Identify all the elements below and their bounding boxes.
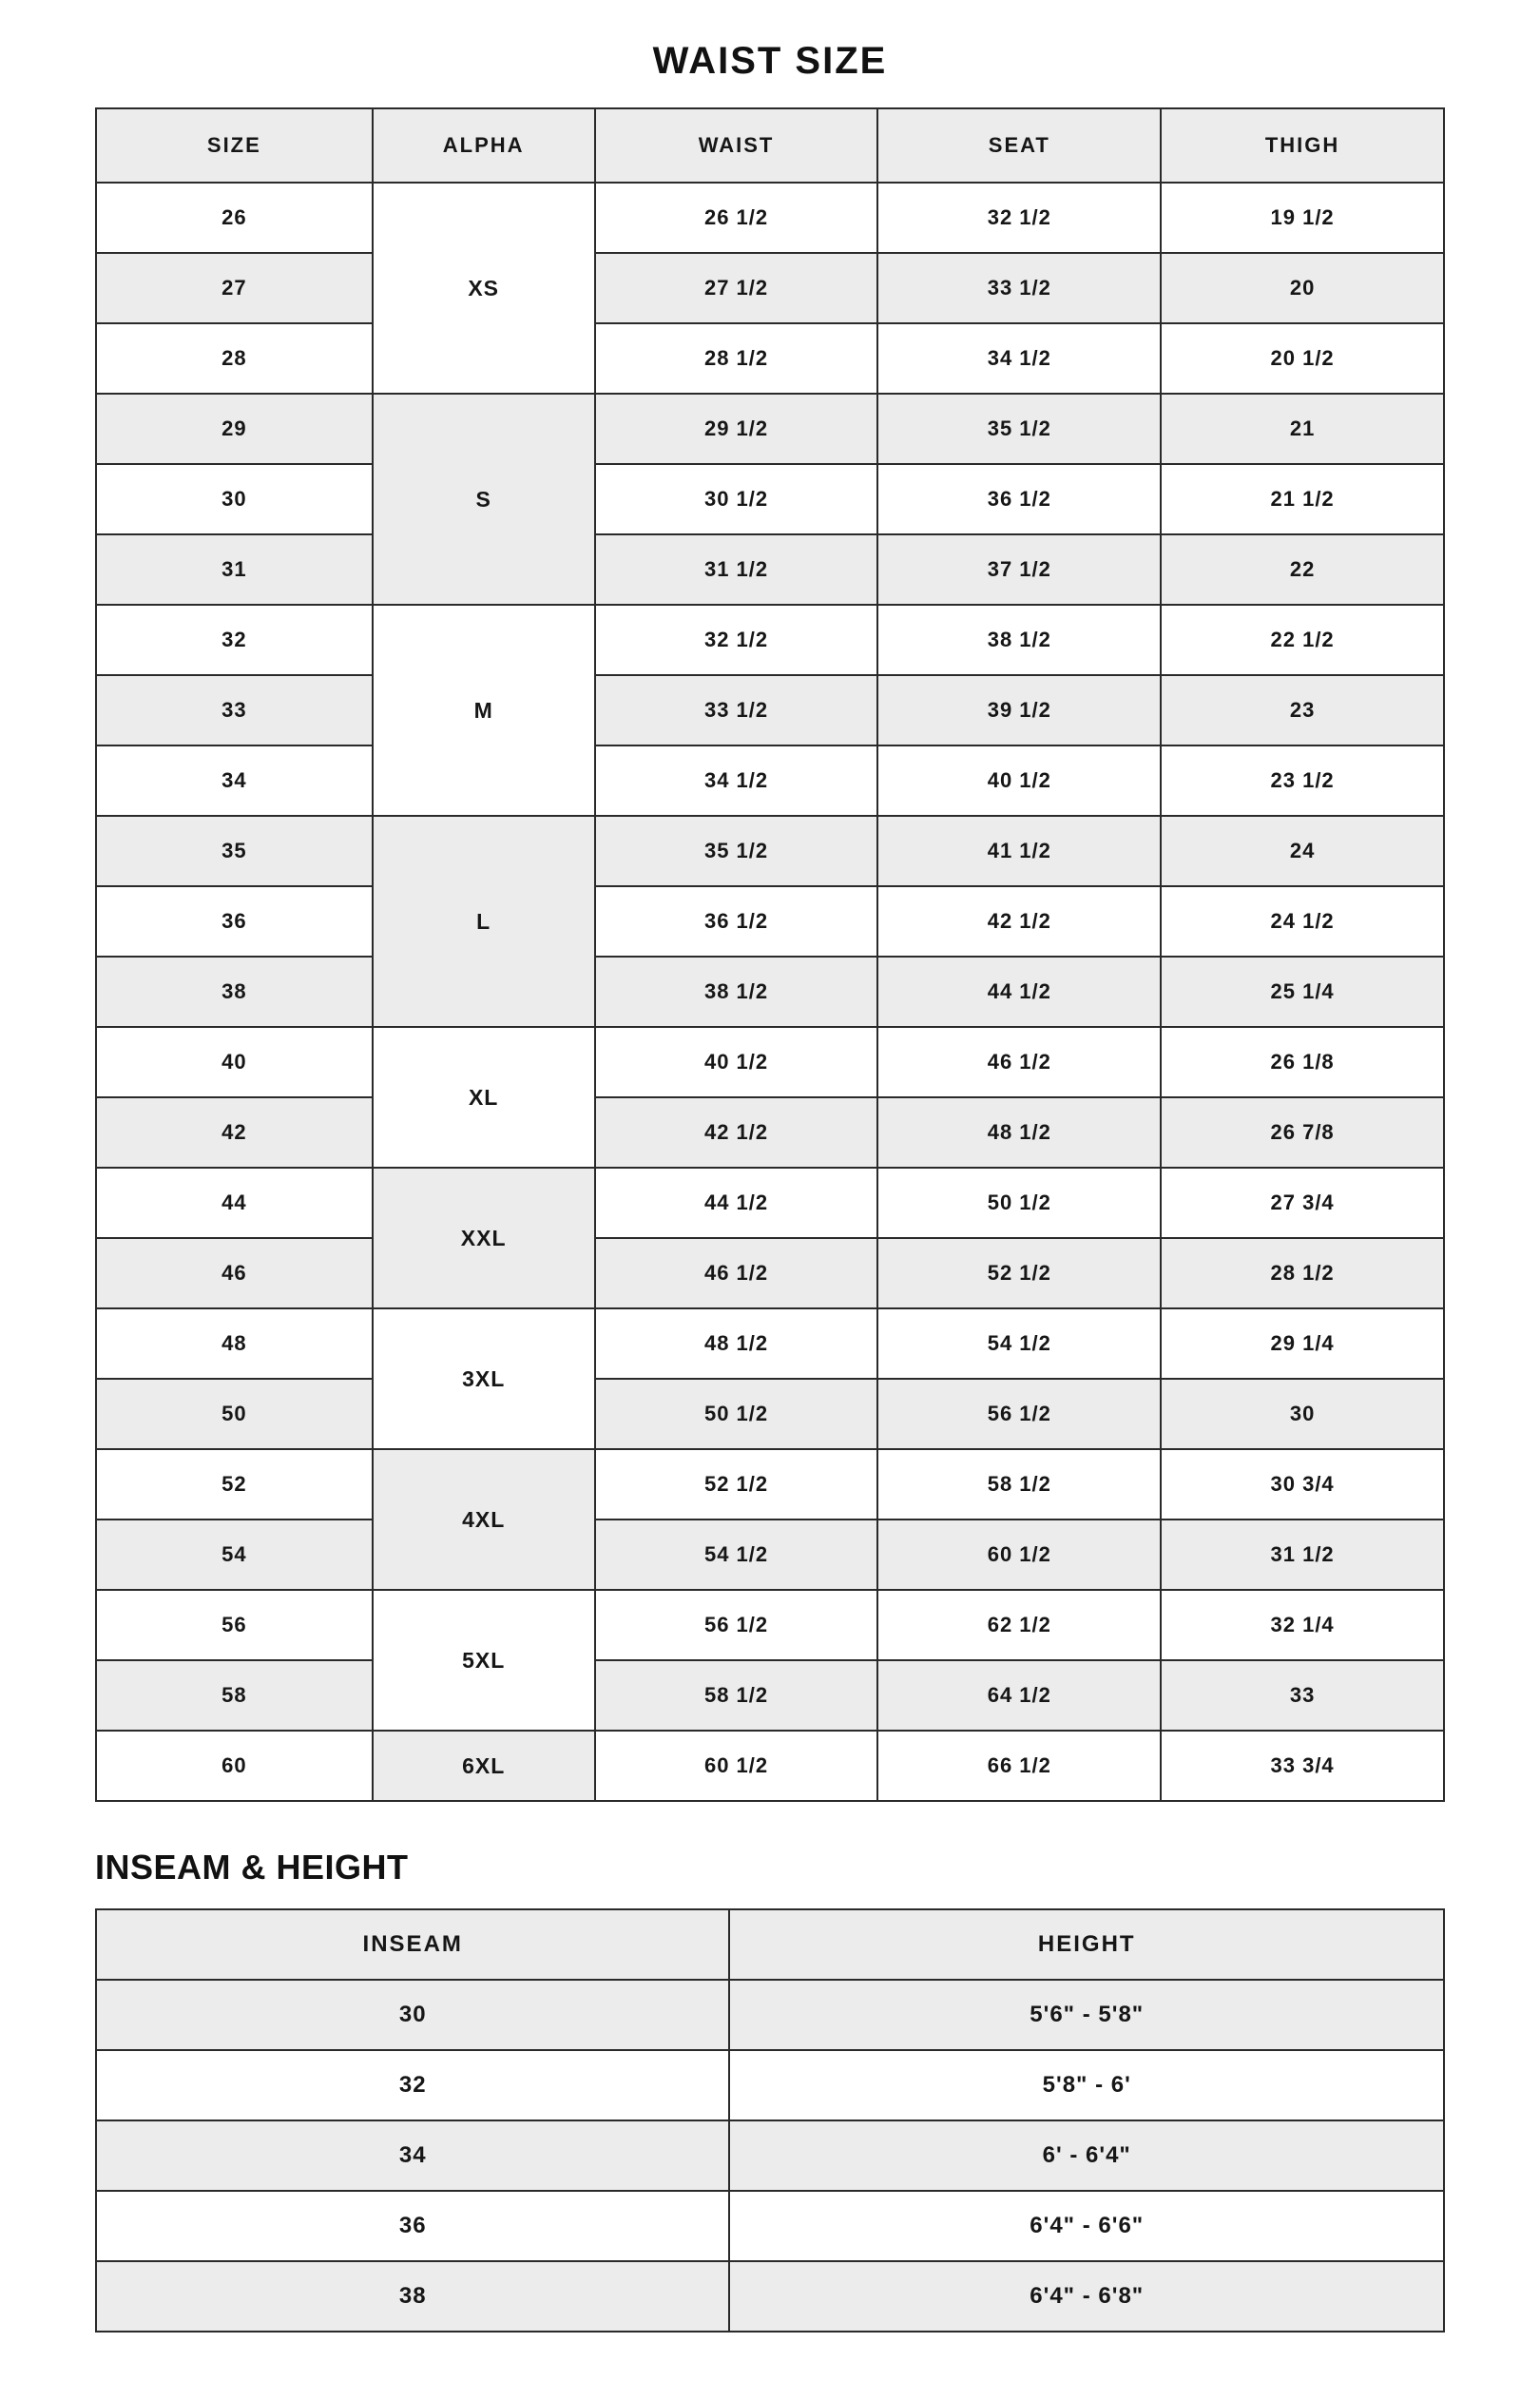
cell-size: 32 [96,605,373,675]
cell-size: 42 [96,1097,373,1168]
cell-size: 27 [96,253,373,323]
cell-thigh: 30 [1161,1379,1444,1449]
cell-size: 38 [96,957,373,1027]
cell-height: 6'4" - 6'8" [729,2261,1444,2332]
cell-thigh: 22 [1161,534,1444,605]
cell-waist: 32 1/2 [595,605,878,675]
cell-seat: 50 1/2 [877,1168,1161,1238]
page-title: WAIST SIZE [652,40,888,82]
cell-waist: 33 1/2 [595,675,878,745]
cell-seat: 32 1/2 [877,183,1161,253]
cell-waist: 35 1/2 [595,816,878,886]
cell-thigh: 27 3/4 [1161,1168,1444,1238]
inseam-height-table [95,1908,1445,2333]
cell-seat: 52 1/2 [877,1238,1161,1308]
cell-size: 36 [96,886,373,957]
column-header-waist: WAIST [595,108,878,183]
cell-alpha: 4XL [373,1449,595,1590]
cell-seat: 38 1/2 [877,605,1161,675]
cell-seat: 46 1/2 [877,1027,1161,1097]
cell-seat: 58 1/2 [877,1449,1161,1520]
table-row [96,675,1444,745]
cell-waist: 29 1/2 [595,394,878,464]
cell-seat: 41 1/2 [877,816,1161,886]
cell-alpha: 6XL [373,1731,595,1801]
cell-waist: 60 1/2 [595,1731,878,1801]
table-row [96,816,1444,886]
table-row [96,1590,1444,1660]
cell-seat: 37 1/2 [877,534,1161,605]
table-row [96,2050,1444,2120]
cell-inseam: 36 [96,2191,729,2261]
cell-waist: 58 1/2 [595,1660,878,1731]
cell-seat: 60 1/2 [877,1520,1161,1590]
cell-seat: 54 1/2 [877,1308,1161,1379]
cell-inseam: 32 [96,2050,729,2120]
cell-seat: 39 1/2 [877,675,1161,745]
cell-thigh: 23 1/2 [1161,745,1444,816]
table-row [96,323,1444,394]
cell-seat: 35 1/2 [877,394,1161,464]
cell-thigh: 28 1/2 [1161,1238,1444,1308]
cell-size: 28 [96,323,373,394]
table-row [96,183,1444,253]
cell-size: 30 [96,464,373,534]
table-header-row [96,1909,1444,1980]
cell-seat: 56 1/2 [877,1379,1161,1449]
cell-seat: 34 1/2 [877,323,1161,394]
cell-thigh: 20 1/2 [1161,323,1444,394]
table-row [96,605,1444,675]
cell-waist: 54 1/2 [595,1520,878,1590]
cell-thigh: 33 3/4 [1161,1731,1444,1801]
cell-thigh: 23 [1161,675,1444,745]
cell-size: 46 [96,1238,373,1308]
cell-size: 58 [96,1660,373,1731]
cell-size: 35 [96,816,373,886]
cell-size: 44 [96,1168,373,1238]
table-row [96,1097,1444,1168]
cell-thigh: 29 1/4 [1161,1308,1444,1379]
cell-waist: 36 1/2 [595,886,878,957]
inseam-height-title: INSEAM & HEIGHT [95,1848,409,1887]
cell-size: 56 [96,1590,373,1660]
cell-thigh: 26 1/8 [1161,1027,1444,1097]
table-row [96,1168,1444,1238]
cell-waist: 27 1/2 [595,253,878,323]
inseam-table-body [96,1980,1444,2332]
cell-thigh: 31 1/2 [1161,1520,1444,1590]
table-row [96,1731,1444,1801]
table-row [96,1308,1444,1379]
cell-alpha: 5XL [373,1590,595,1731]
cell-size: 52 [96,1449,373,1520]
cell-height: 5'8" - 6' [729,2050,1444,2120]
inseam-table-head [96,1909,1444,1980]
table-row [96,1379,1444,1449]
table-row [96,1660,1444,1731]
cell-waist: 34 1/2 [595,745,878,816]
cell-thigh: 19 1/2 [1161,183,1444,253]
table-row [96,464,1444,534]
cell-inseam: 38 [96,2261,729,2332]
cell-size: 50 [96,1379,373,1449]
cell-waist: 48 1/2 [595,1308,878,1379]
cell-thigh: 20 [1161,253,1444,323]
table-row [96,957,1444,1027]
waist-size-table [95,107,1445,1802]
cell-waist: 26 1/2 [595,183,878,253]
cell-thigh: 30 3/4 [1161,1449,1444,1520]
column-header-size: SIZE [96,108,373,183]
cell-thigh: 32 1/4 [1161,1590,1444,1660]
cell-size: 34 [96,745,373,816]
table-row [96,1027,1444,1097]
cell-alpha: XL [373,1027,595,1168]
cell-height: 5'6" - 5'8" [729,1980,1444,2050]
cell-alpha: S [373,394,595,605]
cell-waist: 46 1/2 [595,1238,878,1308]
column-header-inseam: INSEAM [96,1909,729,1980]
waist-table-head [96,108,1444,183]
inseam-height-section [95,1848,1445,2333]
table-row [96,1449,1444,1520]
cell-thigh: 22 1/2 [1161,605,1444,675]
cell-size: 29 [96,394,373,464]
column-header-height: HEIGHT [729,1909,1444,1980]
cell-thigh: 33 [1161,1660,1444,1731]
table-row [96,534,1444,605]
cell-thigh: 26 7/8 [1161,1097,1444,1168]
table-row [96,253,1444,323]
cell-alpha: L [373,816,595,1027]
cell-inseam: 34 [96,2120,729,2191]
table-row [96,1238,1444,1308]
cell-seat: 48 1/2 [877,1097,1161,1168]
cell-size: 48 [96,1308,373,1379]
cell-waist: 38 1/2 [595,957,878,1027]
table-row [96,745,1444,816]
cell-size: 31 [96,534,373,605]
table-header-row [96,108,1444,183]
cell-size: 60 [96,1731,373,1801]
cell-seat: 66 1/2 [877,1731,1161,1801]
cell-thigh: 25 1/4 [1161,957,1444,1027]
cell-thigh: 24 1/2 [1161,886,1444,957]
cell-thigh: 21 1/2 [1161,464,1444,534]
cell-alpha: 3XL [373,1308,595,1449]
cell-waist: 30 1/2 [595,464,878,534]
cell-size: 40 [96,1027,373,1097]
table-row [96,1980,1444,2050]
cell-waist: 42 1/2 [595,1097,878,1168]
cell-inseam: 30 [96,1980,729,2050]
cell-waist: 56 1/2 [595,1590,878,1660]
cell-waist: 50 1/2 [595,1379,878,1449]
cell-waist: 52 1/2 [595,1449,878,1520]
column-header-seat: SEAT [877,108,1161,183]
cell-seat: 64 1/2 [877,1660,1161,1731]
cell-height: 6'4" - 6'6" [729,2191,1444,2261]
cell-waist: 31 1/2 [595,534,878,605]
cell-height: 6' - 6'4" [729,2120,1444,2191]
table-row [96,2120,1444,2191]
cell-seat: 40 1/2 [877,745,1161,816]
cell-size: 26 [96,183,373,253]
table-row [96,2191,1444,2261]
column-header-thigh: THIGH [1161,108,1444,183]
cell-seat: 44 1/2 [877,957,1161,1027]
cell-thigh: 24 [1161,816,1444,886]
table-row [96,1520,1444,1590]
cell-waist: 40 1/2 [595,1027,878,1097]
table-row [96,2261,1444,2332]
table-row [96,886,1444,957]
cell-seat: 62 1/2 [877,1590,1161,1660]
waist-table-body [96,183,1444,1801]
column-header-alpha: ALPHA [373,108,595,183]
cell-alpha: XXL [373,1168,595,1308]
cell-size: 33 [96,675,373,745]
cell-thigh: 21 [1161,394,1444,464]
table-row [96,394,1444,464]
cell-alpha: XS [373,183,595,394]
cell-size: 54 [96,1520,373,1590]
cell-waist: 44 1/2 [595,1168,878,1238]
cell-seat: 36 1/2 [877,464,1161,534]
cell-seat: 42 1/2 [877,886,1161,957]
cell-seat: 33 1/2 [877,253,1161,323]
cell-waist: 28 1/2 [595,323,878,394]
cell-alpha: M [373,605,595,816]
